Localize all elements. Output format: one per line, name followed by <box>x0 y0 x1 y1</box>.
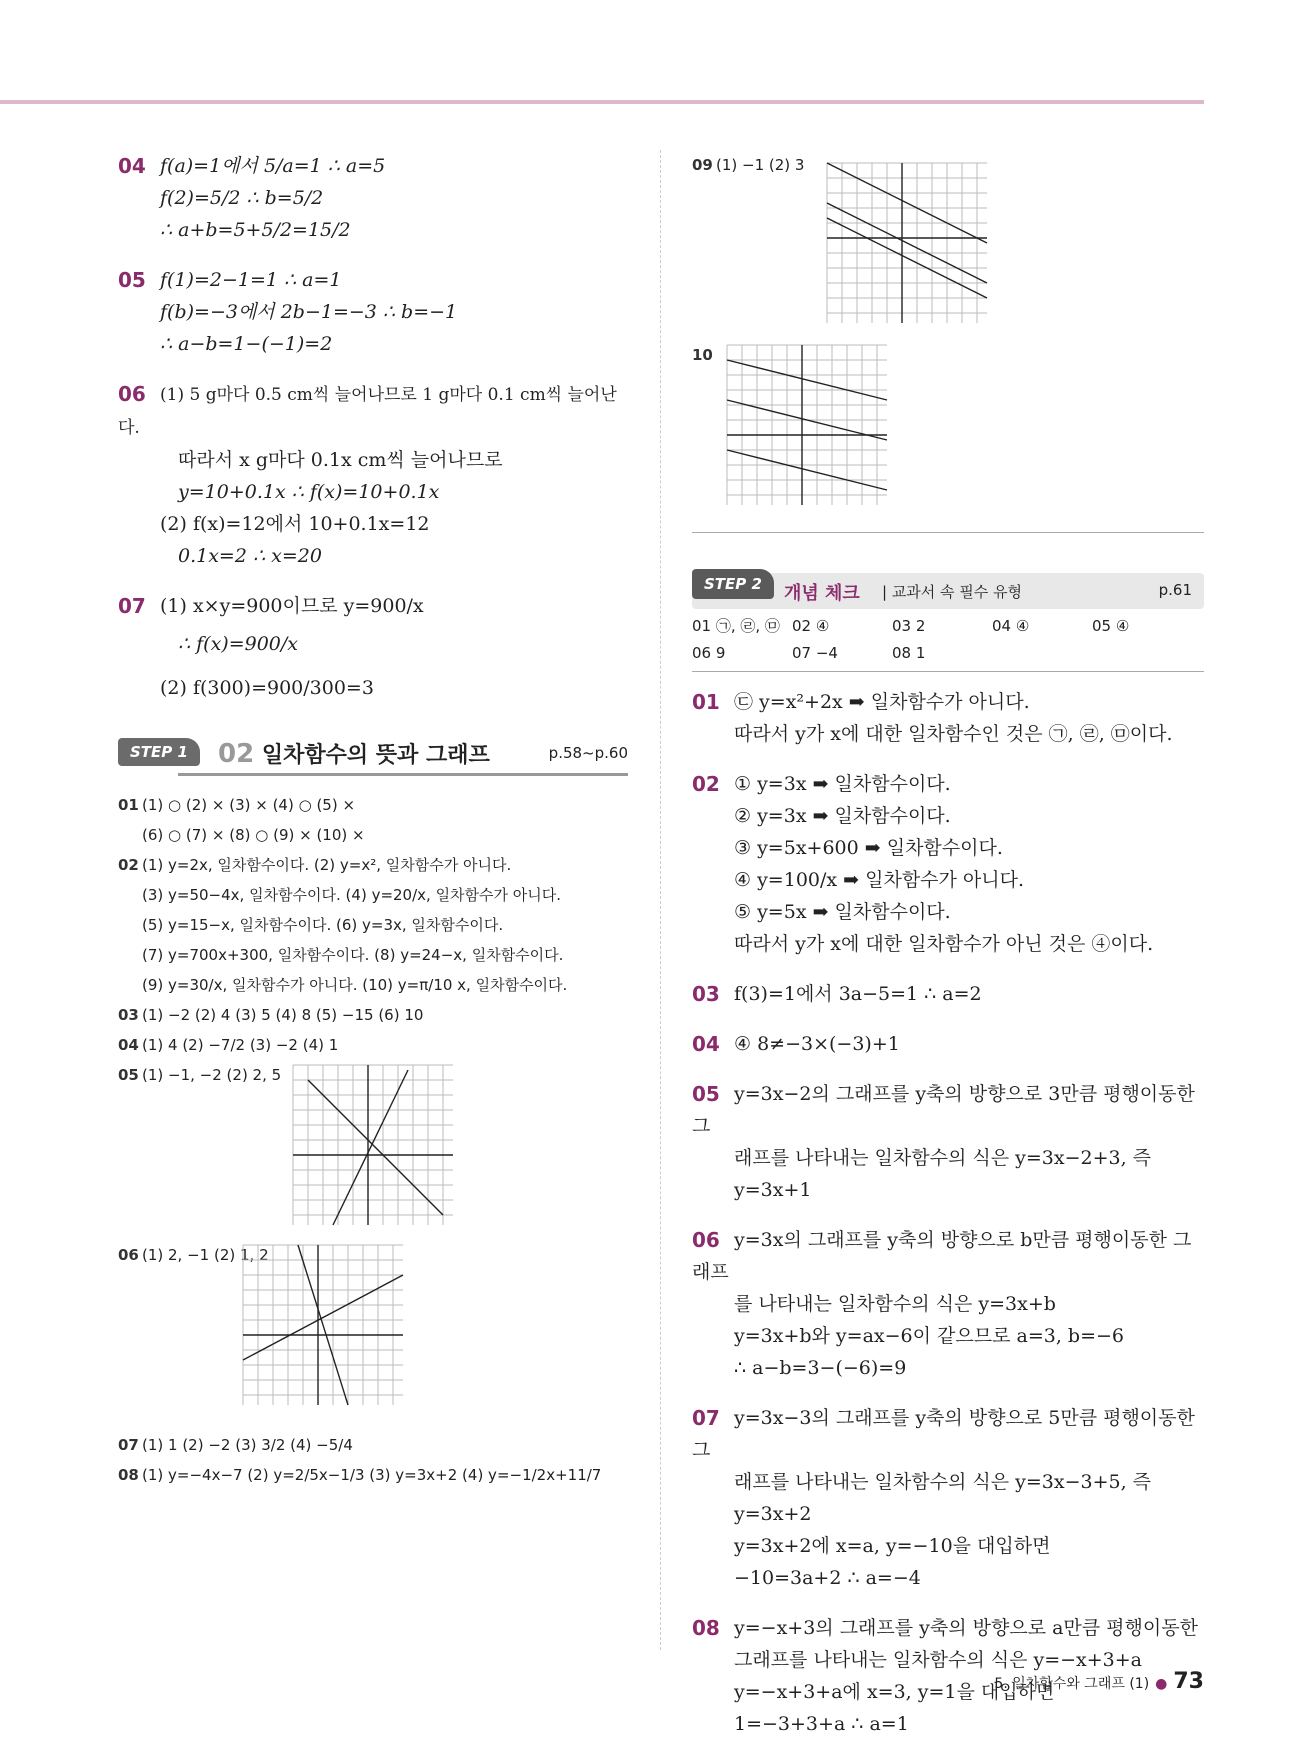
page-footer <box>994 1669 1204 1694</box>
s2-problem-01 <box>692 686 1204 750</box>
answer-number: 02 <box>118 856 139 874</box>
solution-line: y=3x의 그래프를 y축의 방향으로 b만큼 평행이동한 그래프 <box>692 1229 1192 1283</box>
answer-text: (7) y=700x+300, 일차함수이다. (8) y=24−x, 일차함수이다. <box>142 946 564 964</box>
grid-answer: 01 ㉠, ㉣, ㉤ <box>692 617 780 635</box>
answer-number: 09 <box>692 156 713 174</box>
column-divider <box>660 150 661 1650</box>
solution-line: f(2)=5/2 ∴ b=5/2 <box>160 187 324 209</box>
s2-problem-06 <box>692 1224 1204 1384</box>
s2-problem-07 <box>692 1402 1204 1594</box>
step-badge: STEP 1 <box>118 738 200 766</box>
solution-line: (1) x×y=900이므로 y=900/x <box>160 595 424 617</box>
problem-number: 05 <box>692 1082 720 1106</box>
solution-line: y=3x+1 <box>734 1179 812 1201</box>
solution-line: 1=−3+3+a ∴ a=1 <box>734 1713 909 1735</box>
step1-header <box>118 732 628 776</box>
s2-problem-05 <box>692 1078 1204 1206</box>
solution-line: ∴ a+b=5+5/2=15/2 <box>160 219 351 241</box>
answer-text: (1) y=−4x−7 (2) y=2/5x−1/3 (3) y=3x+2 (4) y=−1/2x+11/7 <box>142 1466 602 1484</box>
graph-06 <box>238 1240 408 1410</box>
solution-line: 그래프를 나타내는 일차함수의 식은 y=−x+3+a <box>734 1649 1143 1671</box>
solution-line: y=10+0.1x ∴ f(x)=10+0.1x <box>178 481 440 503</box>
solution-line: 를 나타내는 일차함수의 식은 y=3x+b <box>734 1293 1056 1315</box>
answer-text: (1) −2 (2) 4 (3) 5 (4) 8 (5) −15 (6) 10 <box>142 1006 424 1024</box>
solution-line: ① y=3x ➡ 일차함수이다. <box>734 773 951 795</box>
problem-number: 04 <box>118 154 146 178</box>
step-title <box>218 738 490 769</box>
step2-answer-grid <box>692 609 1204 672</box>
problem-07 <box>118 590 628 710</box>
solution-line: ∴ a−b=3−(−6)=9 <box>734 1357 907 1379</box>
graph-10 <box>722 340 892 510</box>
answer-text: (1) −1 (2) 3 <box>716 156 805 174</box>
chapter-label: 5. 일차함수와 그래프 (1) <box>994 1676 1150 1692</box>
answer-number: 08 <box>118 1466 139 1484</box>
solution-line: ∴ a−b=1−(−1)=2 <box>160 333 333 355</box>
divider <box>692 532 1204 533</box>
top-rule <box>0 100 1204 104</box>
answer-text: (1) 4 (2) −7/2 (3) −2 (4) 1 <box>142 1036 339 1054</box>
line-2 <box>333 1070 408 1225</box>
step2-header <box>692 573 1204 609</box>
solution-line: 따라서 x g마다 0.1x cm씩 늘어나므로 <box>178 449 503 471</box>
problem-04 <box>118 150 628 246</box>
problem-number: 06 <box>118 382 146 406</box>
graph-05 <box>288 1060 458 1230</box>
answer-number: 07 <box>118 1436 139 1454</box>
solution-line: ③ y=5x+600 ➡ 일차함수이다. <box>734 837 1003 859</box>
answer-text: (5) y=15−x, 일차함수이다. (6) y=3x, 일차함수이다. <box>142 916 504 934</box>
answer-text: (3) y=50−4x, 일차함수이다. (4) y=20/x, 일차함수가 아니다. <box>142 886 562 904</box>
answer-number: 04 <box>118 1036 139 1054</box>
answer-10 <box>692 340 1204 520</box>
answer-text: (1) −1, −2 (2) 2, 5 <box>142 1066 282 1084</box>
solution-line: (2) f(x)=12에서 10+0.1x=12 <box>160 513 430 535</box>
grid-answer: 05 ④ <box>1092 617 1130 635</box>
problem-number: 02 <box>692 772 720 796</box>
grid-answer: 03 2 <box>892 617 926 635</box>
grid-answer: 06 9 <box>692 644 726 662</box>
solution-line: 따라서 y가 x에 대한 일차함수가 아닌 것은 ④이다. <box>734 933 1154 955</box>
answer-text: (1) 2, −1 (2) 1, 2 <box>142 1246 269 1264</box>
solution-line: y=3x+2에 x=a, y=−10을 대입하면 <box>734 1535 1051 1557</box>
solution-line: y=−x+3의 그래프를 y축의 방향으로 a만큼 평행이동한 <box>734 1617 1198 1639</box>
solution-line: y=3x−2의 그래프를 y축의 방향으로 3만큼 평행이동한 그 <box>692 1083 1195 1137</box>
solution-line: f(3)=1에서 3a−5=1 ∴ a=2 <box>734 983 982 1005</box>
solution-line: 0.1x=2 ∴ x=20 <box>178 545 322 567</box>
answer-text: (6) ○ (7) × (8) ○ (9) × (10) × <box>142 826 365 844</box>
answer-09 <box>692 150 1204 340</box>
solution-line: 래프를 나타내는 일차함수의 식은 y=3x−2+3, 즉 <box>734 1147 1152 1169</box>
solution-line: f(b)=−3에서 2b−1=−3 ∴ b=−1 <box>160 301 458 323</box>
problem-number: 07 <box>692 1406 720 1430</box>
section-number: 02 <box>218 739 255 769</box>
graph-09 <box>822 158 992 328</box>
line-1 <box>298 1245 348 1405</box>
answer-number: 05 <box>118 1066 139 1084</box>
right-column <box>692 150 1204 1758</box>
section-title: 일차함수의 뜻과 그래프 <box>261 743 490 768</box>
problem-number: 08 <box>692 1616 720 1640</box>
solution-line: ④ 8≠−3×(−3)+1 <box>734 1033 900 1055</box>
answer-number: 06 <box>118 1246 139 1264</box>
solution-line: ④ y=100/x ➡ 일차함수가 아니다. <box>734 869 1025 891</box>
grid-answer: 04 ④ <box>992 617 1030 635</box>
answer-number: 01 <box>118 796 139 814</box>
page-number: 73 <box>1173 1669 1204 1694</box>
grid-answer: 02 ④ <box>792 617 830 635</box>
s2-problem-04 <box>692 1028 1204 1060</box>
problem-number: 01 <box>692 690 720 714</box>
solution-line: y=3x+2 <box>734 1503 812 1525</box>
step-subtitle: | 교과서 속 필수 유형 <box>882 583 1023 601</box>
problem-number: 04 <box>692 1032 720 1056</box>
solution-line: (1) 5 g마다 0.5 cm씩 늘어나므로 1 g마다 0.1 cm씩 늘어난다. <box>118 385 617 438</box>
solution-line: y=−x+3+a에 x=3, y=1을 대입하면 <box>734 1681 1055 1703</box>
problem-05 <box>118 264 628 360</box>
solution-line: ∴ f(x)=900/x <box>178 633 299 655</box>
s2-problem-03 <box>692 978 1204 1010</box>
page-ref: p.61 <box>1158 581 1192 599</box>
line-2 <box>243 1275 403 1360</box>
solution-line: y=3x−3의 그래프를 y축의 방향으로 5만큼 평행이동한 그 <box>692 1407 1195 1461</box>
problem-number: 05 <box>118 268 146 292</box>
header-underline <box>178 773 628 776</box>
s2-problem-02 <box>692 768 1204 960</box>
answer-number: 10 <box>692 346 713 364</box>
solution-line: ㉢ y=x²+2x ➡ 일차함수가 아니다. <box>734 691 1030 713</box>
left-column <box>118 150 628 1490</box>
answer-number: 03 <box>118 1006 139 1024</box>
solution-line: y=3x+b와 y=ax−6이 같으므로 a=3, b=−6 <box>734 1325 1124 1347</box>
solution-line: ② y=3x ➡ 일차함수이다. <box>734 805 951 827</box>
answer-text: (9) y=30/x, 일차함수가 아니다. (10) y=π/10 x, 일차함수이다. <box>142 976 568 994</box>
solution-line: ⑤ y=5x ➡ 일차함수이다. <box>734 901 951 923</box>
solution-line: (2) f(300)=900/300=3 <box>160 677 374 699</box>
page-range: p.58~p.60 <box>548 744 628 762</box>
problem-06 <box>118 378 628 572</box>
solution-line: 래프를 나타내는 일차함수의 식은 y=3x−3+5, 즉 <box>734 1471 1152 1493</box>
answer-text: (1) 1 (2) −2 (3) 3/2 (4) −5/4 <box>142 1436 353 1454</box>
problem-number: 06 <box>692 1228 720 1252</box>
solution-line: f(a)=1에서 5/a=1 ∴ a=5 <box>160 155 386 177</box>
grid-answer: 08 1 <box>892 644 926 662</box>
line-1 <box>308 1080 443 1215</box>
solution-line: −10=3a+2 ∴ a=−4 <box>734 1567 921 1589</box>
solution-line: 따라서 y가 x에 대한 일차함수인 것은 ㉠, ㉣, ㉤이다. <box>734 723 1173 745</box>
grid-answer: 07 −4 <box>792 644 838 662</box>
bullet-icon: ● <box>1155 1676 1168 1692</box>
answer-text: (1) ○ (2) × (3) × (4) ○ (5) × <box>142 796 356 814</box>
solution-line: f(1)=2−1=1 ∴ a=1 <box>160 269 342 291</box>
problem-number: 03 <box>692 982 720 1006</box>
step-title: 개념 체크 <box>784 583 860 604</box>
answer-text: (1) y=2x, 일차함수이다. (2) y=x², 일차함수가 아니다. <box>142 856 512 874</box>
step1-answers <box>118 790 628 1490</box>
step-badge: STEP 2 <box>692 569 774 599</box>
problem-number: 07 <box>118 594 146 618</box>
